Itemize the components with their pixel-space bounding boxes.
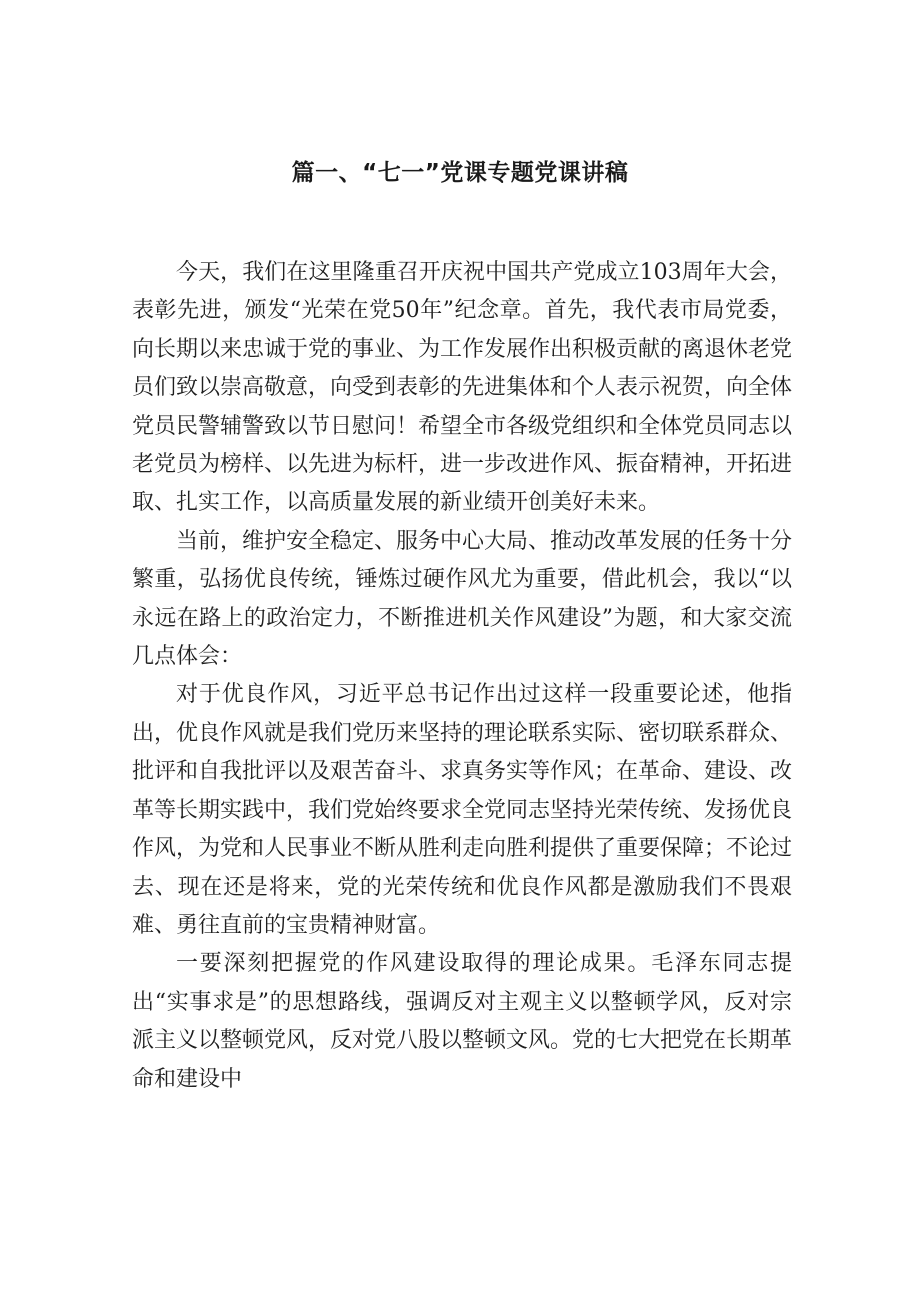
paragraph-3: 对于优良作风，习近平总书记作出过这样一段重要论述，他指出，优良作风就是我们党历来坚持的理论联系实际、密切联系群众、批评和自我批评以及艰苦奋斗、求真务实等作风；在革命、建设、改革等长期实践中，我们党始终要求全党同志坚持光荣传统、发扬优良作风，为党和人民事业不断从胜利走向胜利提供了重要保障；不论过去、现在还是将来，党的光荣传统和优良作风都是激励我们不畏艰难、勇往直前的宝贵精神财富。: [132, 682, 793, 938]
document-body: [132, 254, 792, 1099]
paragraph-4: 一要深刻把握党的作风建设取得的理论成果。毛泽东同志提出“实事求是”的思想路线，强调反对主观主义以整顿学风，反对宗派主义以整顿党风，反对党八股以整顿文风。党的七大把党在长期革命和建设中: [132, 951, 793, 1092]
document-title: 篇一、“七一”党课专题党课讲稿: [291, 160, 629, 186]
paragraph-1: 今天，我们在这里隆重召开庆祝中国共产党成立103周年大会，表彰先进，颁发“光荣在党50年”纪念章。首先，我代表市局党委，向长期以来忠诚于党的事业、为工作发展作出积极贡献的离退休老党员们致以崇高敬意，向受到表彰的先进集体和个人表示祝贺，向全体党员民警辅警致以节日慰问！希望全市各级党组织和全体党员同志以老党员为榜样、以先进为标杆，进一步改进作风、振奋精神，开拓进取、扎实工作，以高质量发展的新业绩开创美好未来。: [132, 260, 793, 516]
paragraph-2: 当前，维护安全稳定、服务中心大局、推动改革发展的任务十分繁重，弘扬优良传统，锤炼过硬作风尤为重要，借此机会，我以“以永远在路上的政治定力，不断推进机关作风建设”为题，和大家交流几点体会：: [132, 528, 793, 670]
